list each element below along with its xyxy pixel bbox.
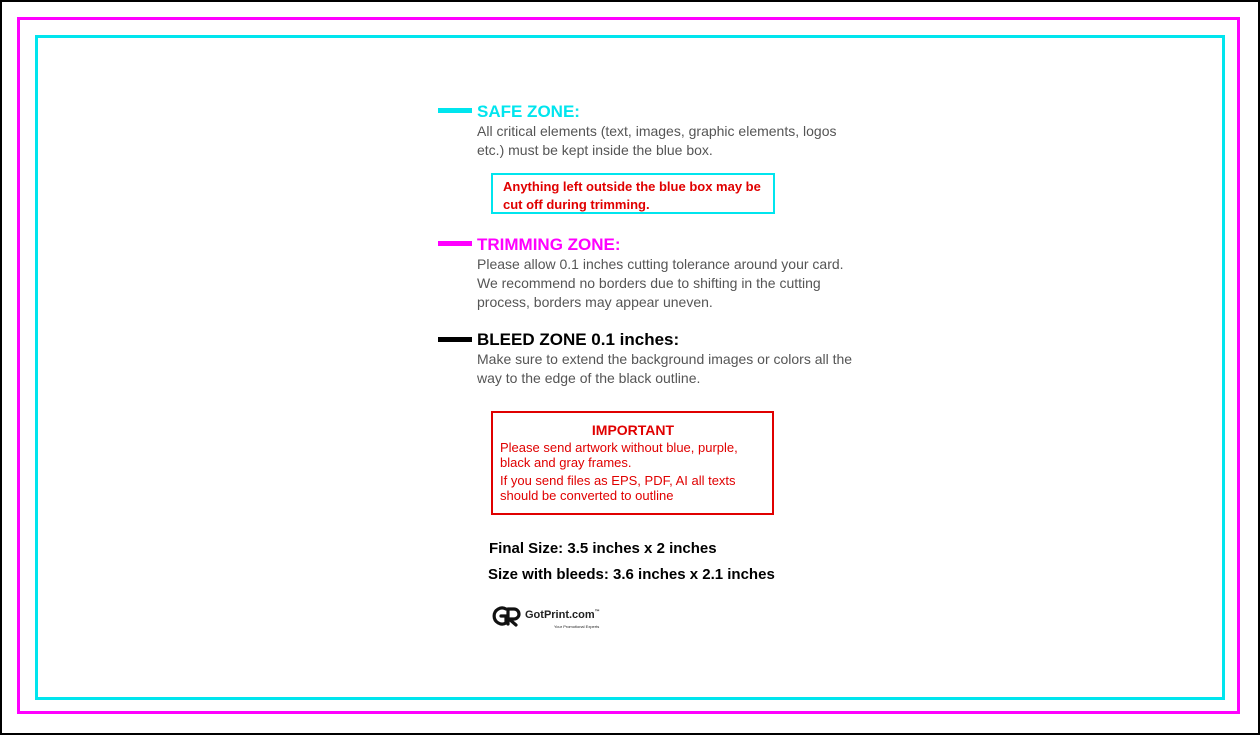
logo-trademark: ™ — [594, 609, 600, 615]
important-notice — [491, 411, 774, 515]
logo-brand-text: GotPrint.com™ — [525, 609, 600, 621]
trimming-zone-description: Please allow 0.1 inches cutting tolerance around your card. We recommend no borders due to shifting in the cutting process, borders may appear uneven. — [477, 256, 844, 310]
safe-zone-section — [438, 102, 858, 160]
safe-zone-warning: Anything left outside the blue box may be cut off during trimming. — [491, 173, 775, 214]
gotprint-logo — [492, 604, 612, 632]
important-line-frames: Please send artwork without blue, purple, black and gray frames. — [500, 440, 738, 470]
trimming-zone-title: TRIMMING ZONE: — [477, 235, 621, 254]
trimming-zone-section — [438, 235, 858, 312]
size-with-bleeds: Size with bleeds: 3.6 inches x 2.1 inches — [488, 566, 775, 583]
final-size: Final Size: 3.5 inches x 2 inches — [489, 540, 717, 557]
important-line-outline: If you send files as EPS, PDF, AI all texts should be converted to outline — [500, 473, 736, 503]
safe-zone-marker — [438, 108, 472, 113]
safe-zone-title: SAFE ZONE: — [477, 102, 580, 121]
safe-zone-description: All critical elements (text, images, graphic elements, logos etc.) must be kept inside the blue box. — [477, 123, 837, 158]
bleed-zone-description: Make sure to extend the background images or colors all the way to the edge of the black outline. — [477, 351, 853, 386]
logo-tagline: Your Promotional Experts — [554, 624, 600, 629]
trimming-zone-marker — [438, 241, 472, 246]
bleed-zone-title: BLEED ZONE 0.1 inches: — [477, 330, 680, 349]
bleed-zone-marker — [438, 337, 472, 342]
important-title: IMPORTANT — [591, 422, 675, 438]
gotprint-logo-icon — [492, 604, 524, 628]
bleed-zone-section — [438, 330, 858, 388]
